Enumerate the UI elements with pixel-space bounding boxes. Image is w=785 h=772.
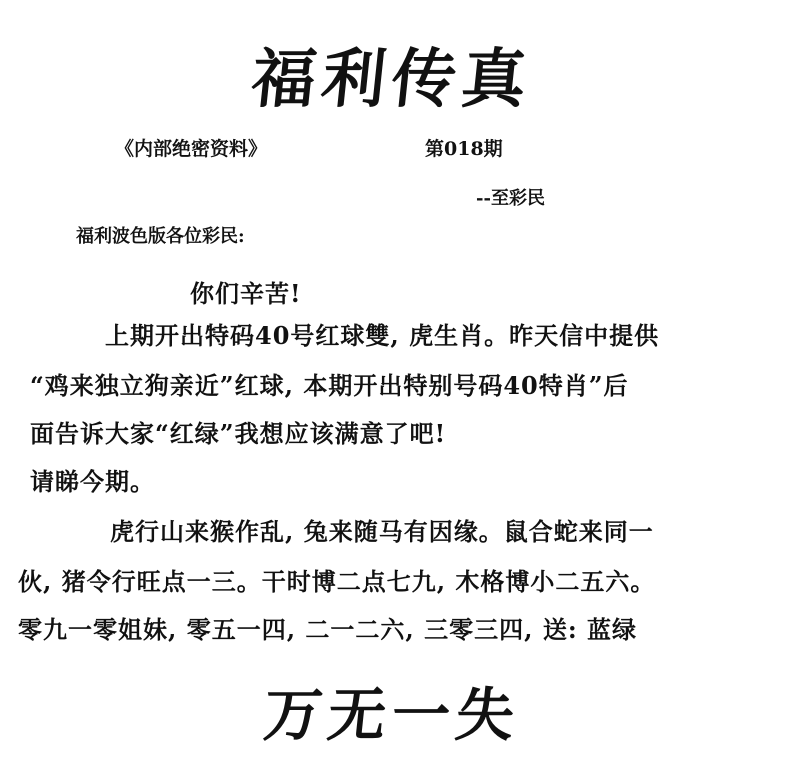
body-line: “鸡来独立狗亲近”红球, 本期开出特别号码40特肖”后 <box>30 371 629 400</box>
body-line: 面告诉大家“红绿”我想应该满意了吧! <box>30 419 447 448</box>
body-line: 请睇今期。 <box>30 467 155 496</box>
signoff-line: --至彩民 <box>476 188 545 209</box>
footer-slogan: 万无一失 <box>260 681 524 749</box>
confidential-label: 《内部绝密资料》 <box>115 138 268 160</box>
body-line: 上期开出特码40号红球雙, 虎生肖。昨天信中提供 <box>105 321 660 350</box>
body-line: 零九一零姐妹, 零五一四, 二一二六, 三零三四, 送: 蓝绿 <box>18 615 638 644</box>
body-line: 你们辛苦! <box>190 279 302 308</box>
greeting: 福利波色版各位彩民: <box>76 226 245 247</box>
document-title: 福利传真 <box>247 42 536 117</box>
body-line: 伙, 猪令行旺点一三。干时博二点七九, 木格博小二五六。 <box>18 567 656 596</box>
issue-number: 第018期 <box>425 138 503 160</box>
body-line: 虎行山来猴作乱, 兔来随马有因缘。鼠合蛇来同一 <box>110 517 654 546</box>
